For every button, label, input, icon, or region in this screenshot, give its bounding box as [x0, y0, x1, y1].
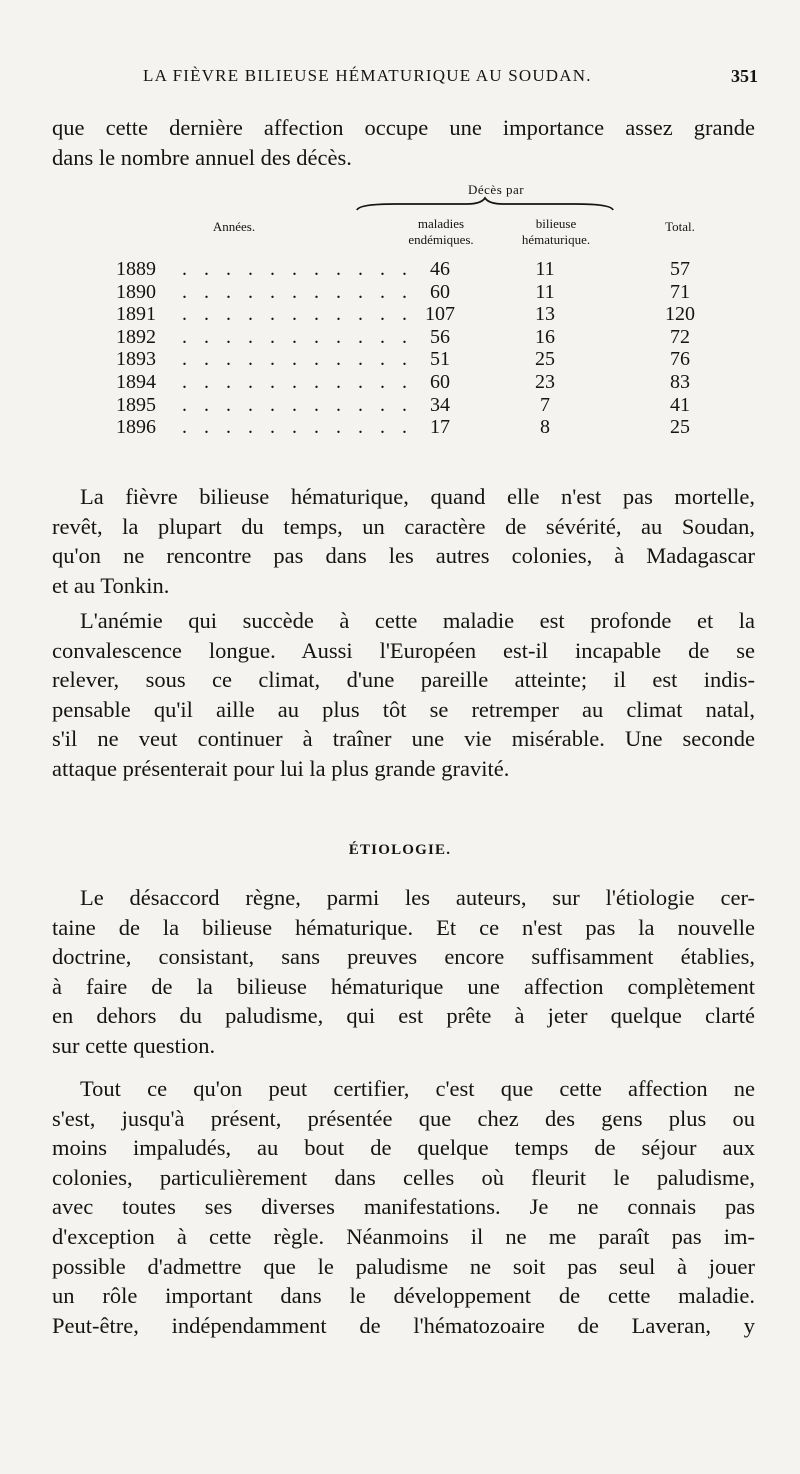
total-cell: 76 [670, 348, 690, 371]
text-line: doctrine, consistant, sans preuves encore suffisamment établies, [52, 944, 755, 970]
header-maladies-line2: endémiques. [408, 232, 474, 247]
header-years: Années. [212, 219, 256, 234]
header-bilieuse [502, 216, 610, 248]
paragraph-3 [52, 883, 755, 1061]
text-line: que cette dernière affection occupe une importance assez grande [52, 115, 755, 140]
year-cell: 1890 [116, 280, 156, 303]
section-title: ÉTIOLOGIE. [348, 842, 452, 858]
text-line: L'anémie qui succède à cette maladie est profonde et la [80, 608, 755, 633]
maladies-cell: 51 [430, 348, 450, 371]
bilieuse-cell: 23 [535, 371, 555, 393]
text-line: pensable qu'il aille au plus tôt se retremper au climat natal, [52, 696, 755, 722]
total-cell: 41 [670, 393, 690, 416]
year-cell: 1894 [116, 371, 156, 393]
table-row [0, 416, 800, 438]
total-cell: 83 [670, 371, 690, 393]
table-row [0, 303, 800, 325]
year-cell: 1891 [116, 303, 156, 326]
text-line: à faire de la bilieuse hématurique une affection complètement [52, 973, 755, 999]
text-line: s'il ne veut continuer à traîner une vie misérable. Une seconde [52, 726, 755, 752]
header-bilieuse-line1: bilieuse [535, 216, 577, 231]
leader-dots: . . . . . . . . . . . [182, 348, 413, 371]
paragraph-1 [52, 482, 755, 600]
bilieuse-cell: 25 [535, 348, 555, 371]
total-cell: 57 [670, 258, 690, 280]
total-cell: 120 [665, 303, 695, 326]
paragraph-2 [52, 606, 755, 784]
total-cell: 25 [670, 416, 690, 439]
table-super-header: Décès par [468, 182, 525, 197]
maladies-cell: 56 [430, 325, 450, 348]
bilieuse-cell: 13 [535, 303, 555, 326]
table-brace [355, 196, 615, 212]
bilieuse-cell: 8 [540, 416, 550, 439]
text-line: relever, sous ce climat, d'une pareille atteinte; il est indis- [52, 667, 755, 693]
text-line: revêt, la plupart du temps, un caractère de sévérité, au Soudan, [52, 513, 755, 539]
maladies-cell: 17 [430, 416, 450, 439]
text-line: attaque présenterait pour lui la plus grande gravité. [52, 755, 510, 781]
text-line: taine de la bilieuse hématurique. Et ce n'est pas la nouvelle [52, 914, 755, 940]
header-total: Total. [665, 219, 695, 234]
leader-dots: . . . . . . . . . . . [182, 258, 413, 280]
bilieuse-cell: 16 [535, 325, 555, 348]
table-row [0, 326, 800, 348]
text-line: colonies, particulièrement dans celles où fleurit le paludisme, [52, 1164, 755, 1190]
maladies-cell: 34 [430, 393, 450, 416]
year-cell: 1893 [116, 348, 156, 371]
text-line: Le désaccord règne, parmi les auteurs, sur l'étiologie cer- [80, 885, 755, 910]
text-line: qu'on ne rencontre pas dans les autres colonies, à Madagascar [52, 543, 755, 569]
total-cell: 72 [670, 325, 690, 348]
year-cell: 1889 [116, 258, 156, 280]
table-row [0, 394, 800, 416]
text-line: avec toutes ses diverses manifestations. Je ne connais pas [52, 1194, 755, 1220]
leader-dots: . . . . . . . . . . . [182, 303, 413, 326]
text-line: sur cette question. [52, 1032, 216, 1058]
text-line: possible d'admettre que le paludisme ne soit pas seul à jouer [52, 1253, 755, 1279]
maladies-cell: 107 [425, 303, 455, 326]
text-line: dans le nombre annuel des décès. [52, 144, 352, 170]
text-line: un rôle important dans le développement de cette maladie. [52, 1283, 755, 1309]
header-maladies-line1: maladies [417, 216, 465, 231]
header-maladies [387, 216, 495, 248]
leader-dots: . . . . . . . . . . . [182, 280, 413, 303]
bilieuse-cell: 11 [535, 280, 555, 303]
bilieuse-cell: 7 [540, 393, 550, 416]
header-bilieuse-line2: hématurique. [521, 232, 591, 247]
running-head-title: LA FIÈVRE BILIEUSE HÉMATURIQUE AU SOUDAN. [143, 66, 592, 85]
table-row [0, 348, 800, 370]
text-line: moins impaludés, au bout de quelque temps de séjour aux [52, 1135, 755, 1161]
text-line: et au Tonkin. [52, 572, 170, 598]
paragraph-4 [52, 1074, 755, 1340]
text-line: s'est, jusqu'à présent, présentée que chez des gens plus ou [52, 1105, 755, 1131]
text-line: La fièvre bilieuse hématurique, quand elle n'est pas mortelle, [80, 484, 755, 509]
table-row [0, 281, 800, 303]
table-row [0, 258, 800, 280]
leader-dots: . . . . . . . . . . . [182, 393, 413, 416]
total-cell: 71 [670, 280, 690, 303]
year-cell: 1895 [116, 393, 156, 416]
bilieuse-cell: 11 [535, 258, 555, 280]
maladies-cell: 46 [430, 258, 450, 280]
year-cell: 1892 [116, 325, 156, 348]
text-line: Peut-être, indépendamment de l'hématozoaire de Laveran, y [52, 1312, 755, 1338]
maladies-cell: 60 [430, 371, 450, 393]
year-cell: 1896 [116, 416, 156, 439]
text-line: en dehors du paludisme, qui est prête à jeter quelque clarté [52, 1003, 755, 1029]
leader-dots: . . . . . . . . . . . [182, 371, 413, 393]
maladies-cell: 60 [430, 280, 450, 303]
leader-dots: . . . . . . . . . . . [182, 325, 413, 348]
leader-dots: . . . . . . . . . . . [182, 416, 413, 439]
text-line: convalescence longue. Aussi l'Européen est-il incapable de se [52, 637, 755, 663]
deaths-table [0, 0, 800, 470]
text-line: d'exception à cette règle. Néanmoins il ne me paraît pas im- [52, 1223, 755, 1249]
table-row [0, 371, 800, 393]
text-line: Tout ce qu'on peut certifier, c'est que cette affection ne [80, 1076, 755, 1101]
page-number: 351 [731, 66, 758, 86]
